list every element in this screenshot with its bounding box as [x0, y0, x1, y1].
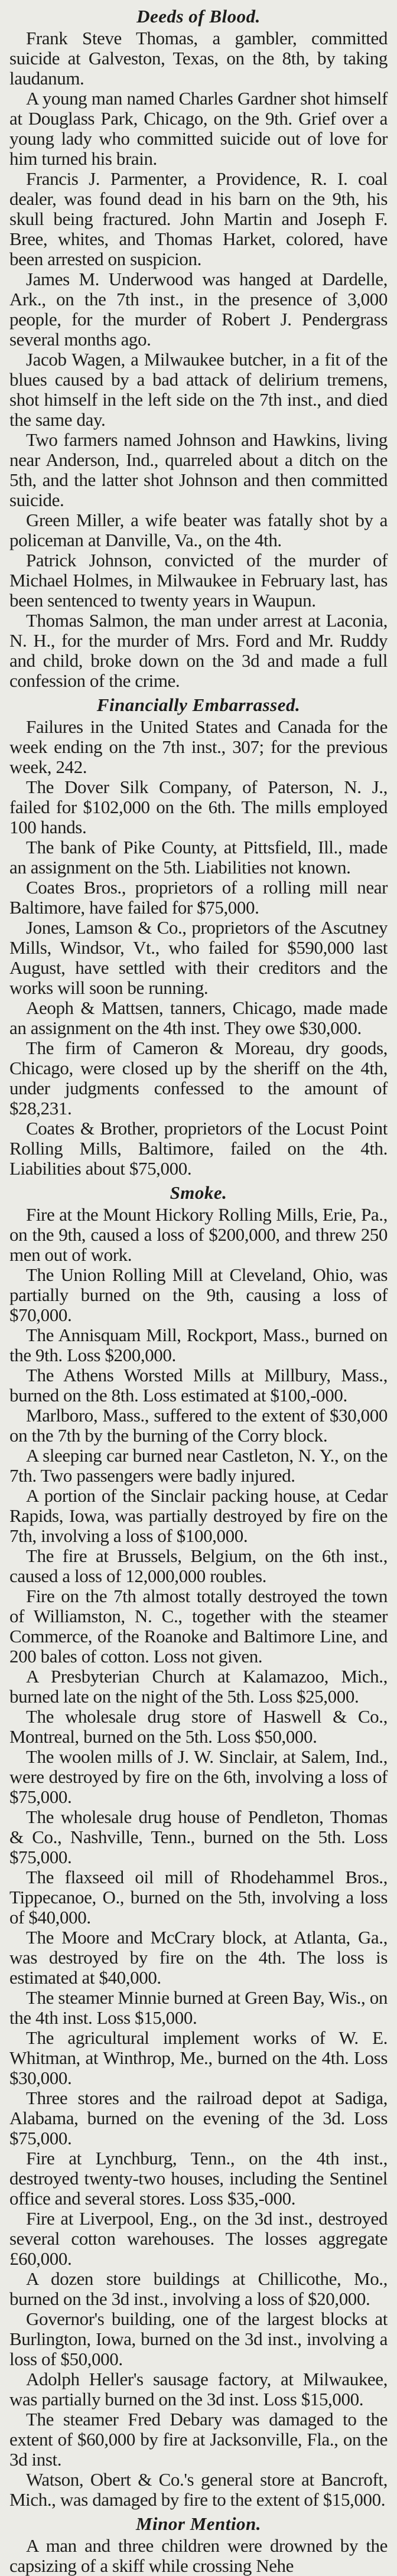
news-item: Marlboro, Mass., suffered to the extent of $30,000 on the 7th by the burning of the Corry block. [9, 1405, 388, 1446]
news-item: The Athens Worsted Mills at Millbury, Mass., burned on the 8th. Loss estimated at $100,-000. [9, 1365, 388, 1406]
news-item: The agricultural implement works of W. E. Whitman, at Winthrop, Me., burned on the 4th. Loss $30,000. [9, 2027, 388, 2088]
section-heading: Smoke. [170, 1182, 227, 1203]
news-item: Failures in the United States and Canada for the week ending on the 7th inst., 307; for the previous week, 242. [9, 716, 388, 777]
news-item: The wholesale drug store of Haswell & Co., Montreal, burned on the 5th. Loss $50,000. [9, 1706, 388, 1747]
section-heading: Deeds of Blood. [136, 6, 261, 27]
news-item: The wholesale drug house of Pendleton, Thomas & Co., Nashville, Tenn., burned on the 5th. Loss $75,000. [9, 1807, 388, 1867]
news-item: Adolph Heller's sausage factory, at Milwaukee, was partially burned on the 3d inst. Loss $15,000. [9, 2369, 388, 2409]
news-item: The Union Rolling Mill at Cleveland, Ohio, was partially burned on the 9th, causing a loss of $70,000. [9, 1264, 388, 1325]
news-item: Thomas Salmon, the man under arrest at Laconia, N. H., for the murder of Mrs. Ford and Mr. Ruddy and child, broke down on the 3d and made a full confession of the crime. [9, 610, 388, 691]
news-item: The Moore and McCrary block, at Atlanta, Ga., was destroyed by fire on the 4th. The loss is estimated at $40,000. [9, 1927, 388, 1988]
news-item: Fire at the Mount Hickory Rolling Mills, Erie, Pa., on the 9th, caused a loss of $200,000, and threw 250 men out of work. [9, 1204, 388, 1265]
news-item: The firm of Cameron & Moreau, dry goods, Chicago, were closed up by the sheriff on the 4th, under judgments confessed to the amount of $28,231. [9, 1038, 388, 1119]
news-item: Three stores and the railroad depot at Sadiga, Alabama, burned on the evening of the 3d. Loss $75,000. [9, 2088, 388, 2148]
news-item: Aeoph & Mattsen, tanners, Chicago, made made an assignment on the 4th inst. They owe $30,000. [9, 997, 388, 1038]
news-item: Jacob Wagen, a Milwaukee butcher, in a fit of the blues caused by a bad attack of delirium tremens, shot himself in the left side on the 7th inst., and died the same day. [9, 349, 388, 430]
news-item: The steamer Minnie burned at Green Bay, Wis., on the 4th inst. Loss $15,000. [9, 1987, 388, 2028]
section-heading: Financially Embarrassed. [96, 694, 301, 715]
news-item: A dozen store buildings at Chillicothe, Mo., burned on the 3d inst., involving a loss of $20,000. [9, 2268, 388, 2309]
news-item: Green Miller, a wife beater was fatally shot by a policeman at Danville, Va., on the 4th. [9, 510, 388, 550]
news-item: Coates Bros., proprietors of a rolling mill near Baltimore, have failed for $75,000. [9, 877, 388, 918]
section-minor-mention [9, 2513, 388, 2576]
news-item: A sleeping car burned near Castleton, N. Y., on the 7th. Two passengers were badly injured. [9, 1445, 388, 1486]
news-item: The bank of Pike County, at Pittsfield, Ill., made an assignment on the 5th. Liabilities not known. [9, 837, 388, 878]
news-item: Coates & Brother, proprietors of the Locust Point Rolling Mills, Baltimore, failed on the 4th. Liabilities about $75,000. [9, 1118, 388, 1179]
section-smoke [9, 1182, 388, 2510]
news-item: Frank Steve Thomas, a gambler, committed suicide at Galveston, Texas, on the 8th, by taking laudanum. [9, 28, 388, 89]
news-item: The steamer Fred Debary was damaged to the extent of $60,000 by fire at Jacksonville, Fla., on the 3d inst. [9, 2409, 388, 2470]
news-item: A Presbyterian Church at Kalamazoo, Mich., burned late on the night of the 5th. Loss $25,000. [9, 1666, 388, 1707]
news-item: Francis J. Parmenter, a Providence, R. I. coal dealer, was found dead in his barn on the 9th, his skull being fractured. John Martin and Joseph F. Bree, whites, and Thomas Harket, colored, have been arrested on suspicion. [9, 168, 388, 269]
news-item: The Dover Silk Company, of Paterson, N. J., failed for $102,000 on the 6th. The mills employed 100 hands. [9, 777, 388, 837]
news-item: Fire on the 7th almost totally destroyed the town of Williamston, N. C., together with the steamer Commerce, of the Roanoke and Baltimore Line, and 200 bales of cotton. Loss not given. [9, 1586, 388, 1667]
news-item: A portion of the Sinclair packing house, at Cedar Rapids, Iowa, was partially destroyed by fire on the 7th, involving a loss of $100,000. [9, 1485, 388, 1546]
news-item: Fire at Lynchburg, Tenn., on the 4th inst., destroyed twenty-two houses, including the Sentinel office and several stores. Loss $35,-000. [9, 2148, 388, 2209]
news-item: Governor's building, one of the largest blocks at Burlington, Iowa, burned on the 3d inst., involving a loss of $50,000. [9, 2308, 388, 2369]
news-item: The woolen mills of J. W. Sinclair, at Salem, Ind., were destroyed by fire on the 6th, involving a loss of $75,000. [9, 1746, 388, 1807]
news-item: Two farmers named Johnson and Hawkins, living near Anderson, Ind., quarreled about a ditch on the 5th, and the latter shot Johnson and then committed suicide. [9, 429, 388, 510]
news-item: The Annisquam Mill, Rockport, Mass., burned on the 9th. Loss $200,000. [9, 1325, 388, 1365]
news-item: Patrick Johnson, convicted of the murder of Michael Holmes, in Milwaukee in February last, has been sentenced to twenty years in Waupun. [9, 550, 388, 611]
section-heading: Minor Mention. [135, 2513, 261, 2534]
newspaper-column [9, 0, 388, 2576]
section-financially-embarrassed [9, 694, 388, 1179]
news-item: James M. Underwood was hanged at Dardelle, Ark., on the 7th inst., in the presence of 3,000 people, for the murder of Robert J. Pendergrass several months ago. [9, 269, 388, 350]
news-item: A man and three children were drowned by the capsizing of a skiff while crossing Nehe [9, 2535, 388, 2576]
section-deeds-of-blood [9, 6, 388, 691]
news-item: A young man named Charles Gardner shot himself at Douglass Park, Chicago, on the 9th. Grief over a young lady who committed suicide out of love for him turned his brain. [9, 88, 388, 169]
news-item: The flaxseed oil mill of Rhodehammel Bros., Tippecanoe, O., burned on the 5th, involving a loss of $40,000. [9, 1867, 388, 1928]
news-item: Jones, Lamson & Co., proprietors of the Ascutney Mills, Windsor, Vt., who failed for $590,000 last August, have settled with their creditors and the works will soon be running. [9, 917, 388, 998]
news-item: Watson, Obert & Co.'s general store at Bancroft, Mich., was damaged by fire to the extent of $15,000. [9, 2469, 388, 2510]
news-item: The fire at Brussels, Belgium, on the 6th inst., caused a loss of 12,000,000 roubles. [9, 1545, 388, 1586]
news-item: Fire at Liverpool, Eng., on the 3d inst., destroyed several cotton warehouses. The losses aggregate £60,000. [9, 2208, 388, 2269]
